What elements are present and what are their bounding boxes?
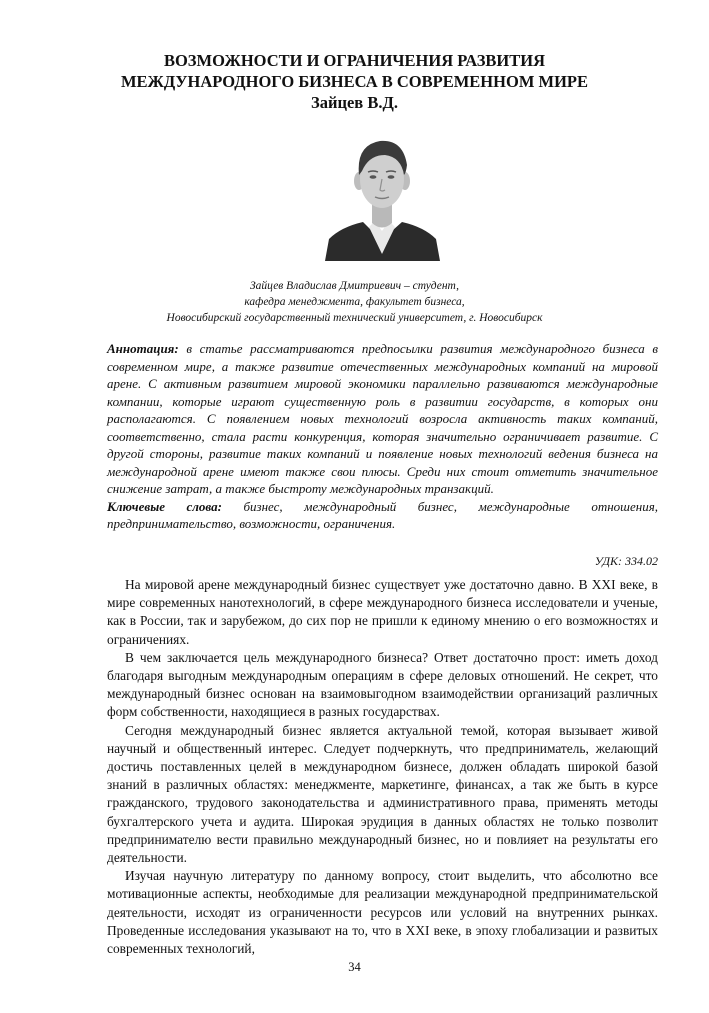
body-paragraph-3: Сегодня международный бизнес является актуальной темой, которая вызывает живой научный и общественный интерес. Следует подчеркнуть, что предприниматель, желающий достичь поставленных целей в международном бизнесе, должен обладать широкой базой знаний в различных областях: менеджменте, маркетинге, финансах, а так же быть в курсе гражданского, трудового законодательства и административного права, применять методы бухгалтерского учета и аудита. Широкая эрудиция в данных областях не только позволит предпринимателю вести правильно международный бизнес, но и повлияет на результаты его деятельности. <box>107 722 658 866</box>
article-author: Зайцев В.Д. <box>311 93 398 112</box>
abstract-block <box>107 340 658 533</box>
body-paragraph-4: Изучая научную литературу по данному вопросу, стоит выделить, что абсолютно все мотивационные аспекты, необходимые для реализации международной предпринимательской деятельности, исходят из ограниченности ресурсов или условий на внутренних рынках. Проведенные исследования указывают на то, что в XXI веке, в эпоху глобализации и развитых современных технологий, <box>107 868 658 957</box>
abstract-text: в статье рассматриваются предпосылки развития международного бизнеса в современном мире, а также развитие отечественных международных компаний на мировой арене. С активным развитием мировой экономики параллельно развиваются международные компании, которые играют существенную роль в развитии государств, в которых они располагаются. С появлением новых технологий возросла активность таких компаний, соответственно, стала расти конкуренция, которая значительно ограничивает развитие. С другой стороны, развитие таких компаний и появление новых технологий ведения бизнеса на международной арене имеют также свои плюсы. Среди них стоит отметить значительное снижение затрат, а также быстроту международных транзакций. <box>107 341 658 496</box>
abstract-label: Аннотация: <box>107 341 179 356</box>
page-number: 34 <box>348 960 361 974</box>
body-paragraph-1: На мировой арене международный бизнес существует уже достаточно давно. В XXI веке, в мире современных нанотехнологий, в сфере международного бизнеса исследователи и ученые, как в России, так и зарубежом, до сих пор не пришли к единому мнению о его возможностях и ограничениях. <box>107 577 658 647</box>
keywords-text: бизнес, международный бизнес, международные отношения, предпринимательство, возможности, ограничения. <box>107 498 658 531</box>
article-body <box>107 576 658 958</box>
abstract-paragraph <box>107 340 658 498</box>
keywords-paragraph <box>107 498 658 533</box>
keywords-label: Ключевые слова: <box>107 498 222 514</box>
affiliation-line-3: Новосибирский государственный технический университет, г. Новосибирск <box>166 312 543 324</box>
affiliation-line-2: кафедра менеджмента, факультет бизнеса, <box>244 296 465 308</box>
article-title-line-2: МЕЖДУНАРОДНОГО БИЗНЕСА В СОВРЕМЕННОМ МИРЕ <box>120 72 589 91</box>
author-photo <box>325 135 440 261</box>
affiliation-line-1: Зайцев Владислав Дмитриевич – студент, <box>249 280 460 292</box>
udk-code: УДК: 334.02 <box>594 554 658 568</box>
author-affiliation <box>100 278 609 326</box>
article-header <box>60 50 649 113</box>
article-title-line-1: ВОЗМОЖНОСТИ И ОГРАНИЧЕНИЯ РАЗВИТИЯ <box>163 51 546 70</box>
body-paragraph-2: В чем заключается цель международного бизнеса? Ответ достаточно прост: иметь доход благодаря выгодным международным операциям в сфере деловых отношений. Не секрет, что международный бизнес основан на взаимовыгодном взаимодействии организаций различных форм собственности, находящиеся в разных государствах. <box>107 649 658 720</box>
